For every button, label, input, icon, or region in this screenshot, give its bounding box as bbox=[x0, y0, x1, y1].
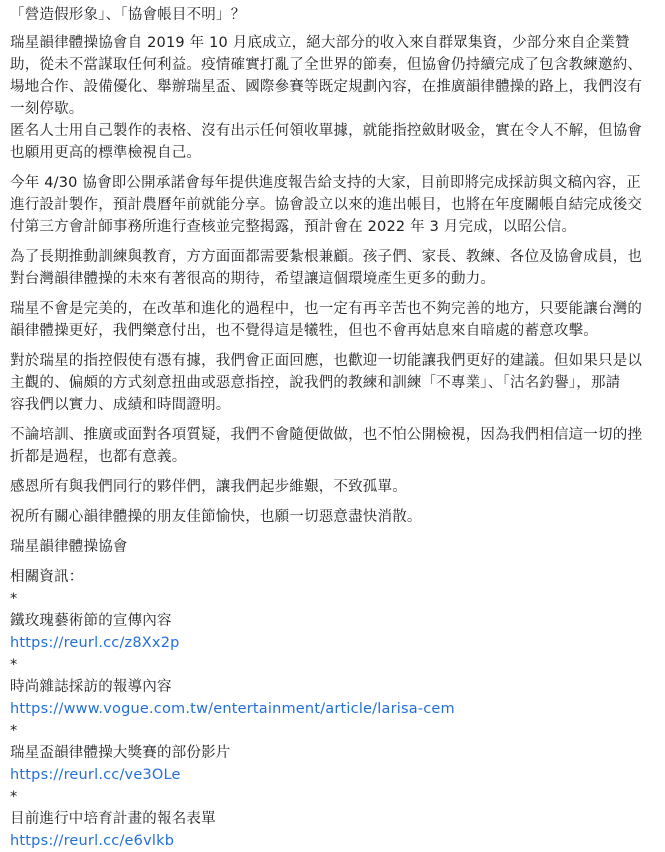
paragraph-line: 付第三方會計師事務所進行查核並完整揭露，預計會在 2022 年 3 月完成，以昭公信。 bbox=[10, 219, 577, 235]
paragraph-line: 進行設計製作，預計農曆年前就能分享。協會設立以來的進出帳目，也將在年度關帳自結完成後交 bbox=[10, 197, 643, 213]
paragraph-line: 瑞星韻律體操協會自 2019 年 10 月底成立，絕大部分的收入來自群眾集資，少部分來自企業贊 bbox=[10, 35, 630, 51]
paragraph-line: 韻律體操更好，我們樂意付出，也不覺得這是犧牲，但也不會再姑息來自暗處的蓄意攻擊。 bbox=[10, 323, 598, 339]
paragraph-line: 對於瑞星的指控假使有憑有據，我們會正面回應，也歡迎一切能讓我們更好的建議。但如果只是以 bbox=[10, 353, 643, 369]
resource-label: 鐵玫瑰藝術節的宣傳內容 bbox=[10, 613, 172, 629]
paragraph-line: 主觀的、偏頗的方式刻意扭曲或惡意指控，說我們的教練和訓練「不專業」、「沽名釣譽」，那請 bbox=[10, 375, 621, 391]
paragraph-line: 瑞星不會是完美的，在改革和進化的過程中，也一定有再辛苦也不夠完善的地方，只要能讓台灣的 bbox=[10, 301, 643, 317]
resource-item bbox=[10, 654, 655, 720]
post-paragraph bbox=[10, 476, 655, 498]
post-paragraph bbox=[10, 246, 655, 290]
post-paragraphs bbox=[10, 32, 655, 558]
paragraph-line: 匿名人士用自己製作的表格、沒有出示任何領收單據，就能指控斂財吸金，實在令人不解，但協會 bbox=[10, 123, 643, 139]
paragraph-line: 場地合作、設備優化、舉辦瑞星盃、國際參賽等既定規劃內容，在推廣韻律體操的路上，我們沒有 bbox=[10, 79, 643, 95]
post-paragraph bbox=[10, 298, 655, 342]
resource-link[interactable]: https://reurl.cc/e6vlkb bbox=[10, 833, 175, 849]
paragraph-line: 不論培訓、推廣或面對各項質疑，我們不會隨便做做，也不怕公開檢視，因為我們相信這一切的挫 bbox=[10, 427, 643, 443]
post-paragraph bbox=[10, 424, 655, 468]
resources-heading: 相關資訊： bbox=[10, 569, 84, 585]
resource-item bbox=[10, 786, 655, 852]
resource-link[interactable]: https://reurl.cc/z8Xx2p bbox=[10, 635, 180, 651]
bullet-icon: * bbox=[10, 657, 18, 673]
resource-label: 時尚雜誌採訪的報導內容 bbox=[10, 679, 172, 695]
paragraph-line: 感恩所有與我們同行的夥伴們，讓我們起步維艱，不致孤單。 bbox=[10, 479, 407, 495]
paragraph-line: 對台灣韻律體操的未來有著很高的期待，希望讓這個環境產生更多的動力。 bbox=[10, 271, 496, 287]
resources-section bbox=[10, 566, 655, 852]
resource-link[interactable]: https://reurl.cc/ve3OLe bbox=[10, 767, 181, 783]
post-paragraph bbox=[10, 172, 655, 238]
resource-label: 目前進行中培育計畫的報名表單 bbox=[10, 811, 216, 827]
post-paragraph bbox=[10, 506, 655, 528]
paragraph-line: 助，從未不當謀取任何利益。疫情確實打亂了全世界的節奏，但協會仍持續完成了包含教練邀約、 bbox=[10, 57, 643, 73]
post-paragraph bbox=[10, 350, 655, 416]
paragraph-line: 為了長期推動訓練與教育，方方面面都需要紮根兼顧。孩子們、家長、教練、各位及協會成員，也 bbox=[10, 249, 643, 265]
resource-item bbox=[10, 720, 655, 786]
paragraph-line: 今年 4/30 協會即公開承諾會每年提供進度報告給支持的大家，目前即將完成採訪與文稿內容，正 bbox=[10, 175, 641, 191]
paragraph-line: 瑞星韻律體操協會 bbox=[10, 539, 128, 555]
paragraph-line: 也願用更高的標準檢視自己。 bbox=[10, 145, 202, 161]
bullet-icon: * bbox=[10, 591, 18, 607]
post-title bbox=[10, 4, 655, 26]
post-paragraph bbox=[10, 32, 655, 164]
bullet-icon: * bbox=[10, 789, 18, 805]
resource-label: 瑞星盃韻律體操大獎賽的部份影片 bbox=[10, 745, 231, 761]
paragraph-line: 折都是過程，也都有意義。 bbox=[10, 449, 187, 465]
resources-list bbox=[10, 588, 655, 852]
paragraph-line: 容我們以實力、成績和時間證明。 bbox=[10, 397, 231, 413]
resource-link[interactable]: https://www.vogue.com.tw/entertainment/article/larisa-cem bbox=[10, 701, 455, 717]
bullet-icon: * bbox=[10, 723, 18, 739]
post-title-text: 「營造假形象」、「協會帳目不明」？ bbox=[10, 7, 246, 23]
resource-item bbox=[10, 588, 655, 654]
post-paragraph bbox=[10, 536, 655, 558]
paragraph-line: 祝所有關心韻律體操的朋友佳節愉快，也願一切惡意盡快消散。 bbox=[10, 509, 422, 525]
paragraph-line: 一刻停歇。 bbox=[10, 101, 84, 117]
